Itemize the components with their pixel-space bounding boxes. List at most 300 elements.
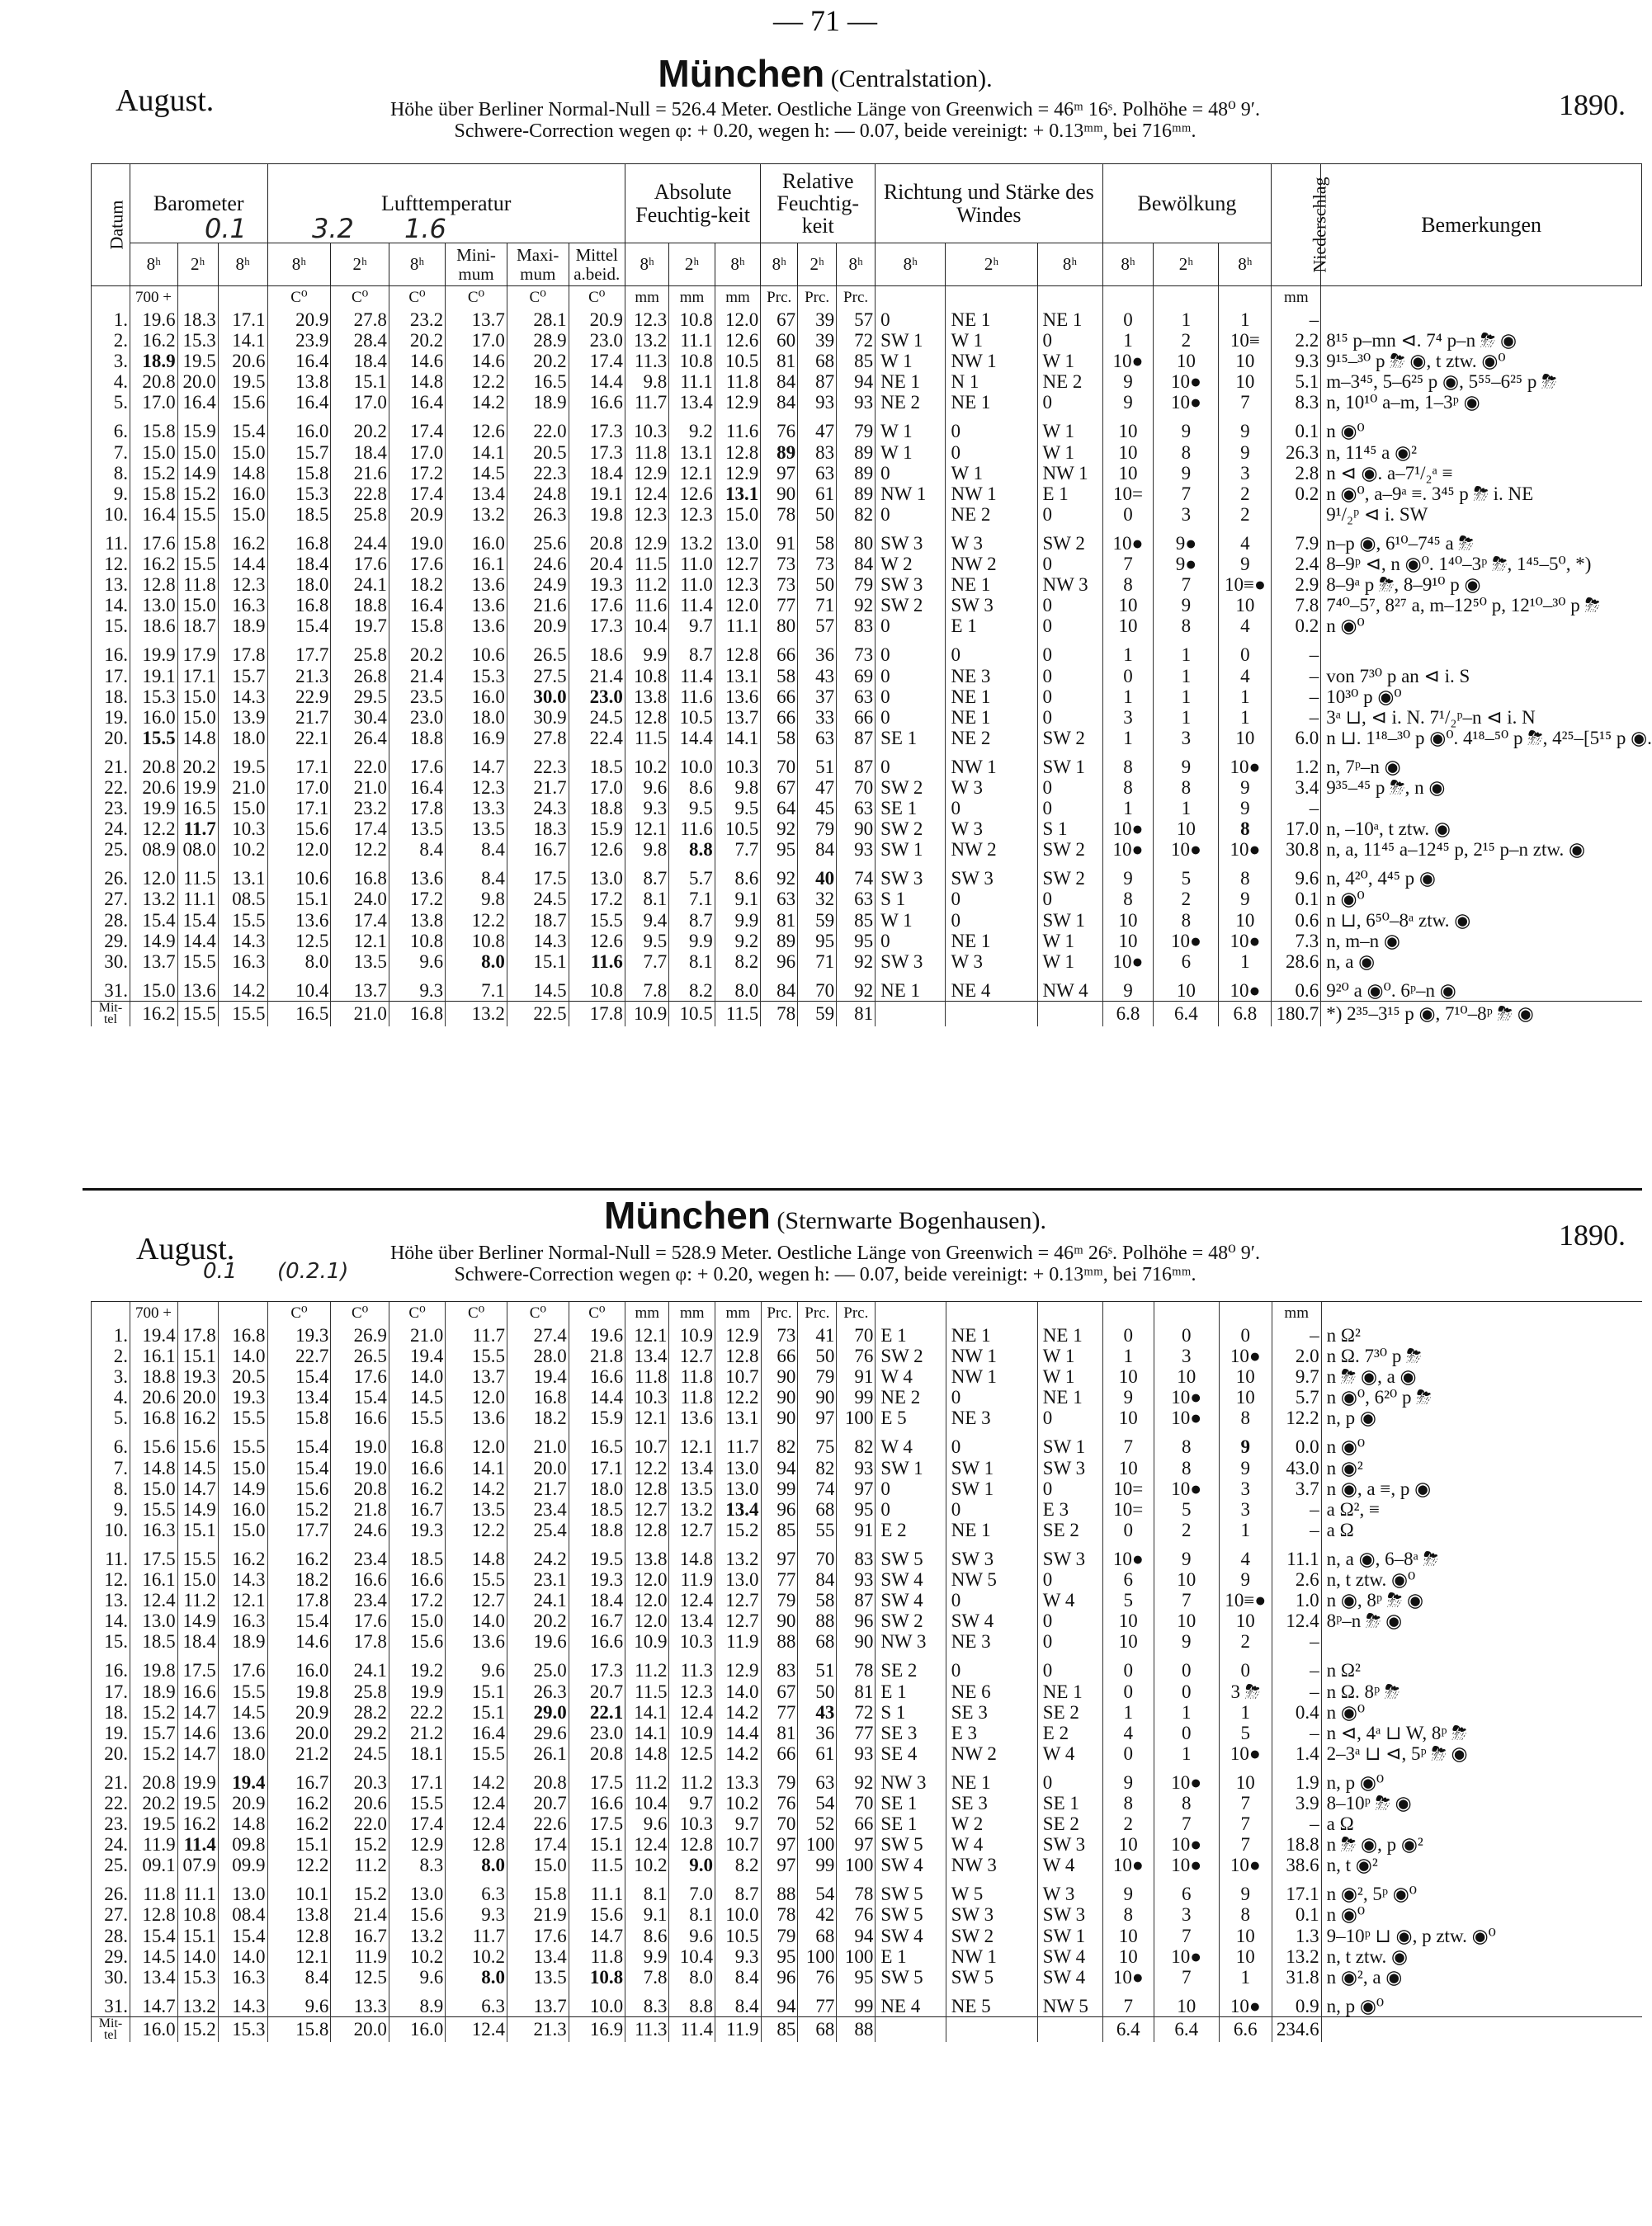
table-cell: SE 3: [946, 1702, 1037, 1723]
table-cell: 20.9: [569, 309, 625, 330]
gap-cell: [130, 1988, 177, 1996]
table-cell: 17.0: [1272, 818, 1321, 839]
table-cell: 77: [761, 1702, 798, 1723]
table-cell: 12.4: [130, 1590, 177, 1611]
table-cell: 18.0: [218, 1743, 267, 1764]
table-cell: 63: [798, 463, 837, 483]
table-cell: 79: [761, 1590, 798, 1611]
table-cell: 23.4: [507, 1499, 569, 1520]
table-cell: 0: [946, 421, 1037, 441]
table-cell: 9: [1219, 798, 1272, 818]
table-cell: n, 10¹⁰ a–m, 1–3ᵖ ◉: [1321, 392, 1642, 413]
table-cell: 9.7: [1272, 1366, 1321, 1387]
gap-cell: [130, 525, 177, 533]
gap-cell: [1272, 636, 1321, 644]
gap-cell: [130, 972, 177, 980]
table-cell: 10: [1102, 595, 1154, 615]
table-cell: 21.: [92, 1772, 130, 1793]
table-cell: 10: [1219, 1946, 1272, 1967]
gap-cell: [507, 413, 569, 421]
table-cell: NW 2: [946, 1743, 1037, 1764]
table-cell: 12.6: [446, 421, 507, 441]
table-cell: 8.1: [625, 889, 668, 909]
gap-cell: [1321, 413, 1642, 421]
table-cell: 9: [1154, 421, 1219, 441]
table-row: [92, 309, 1642, 330]
table-cell: 9: [1219, 777, 1272, 798]
subheader: 8ʰ: [625, 243, 668, 286]
table-cell: n ⊔. 1¹⁸–³⁰ p ◉⁰. 4¹⁸–⁵⁰ p ⛈, 4²⁵–[5¹⁵ p ◉.: [1321, 728, 1642, 748]
table-cell: 1: [1102, 1702, 1154, 1723]
table-cell: 7: [1102, 554, 1154, 574]
table-cell: 9: [1102, 392, 1154, 413]
table-cell: 12.: [92, 554, 130, 574]
table-cell: 22.3: [507, 757, 569, 777]
gap-cell: [837, 972, 876, 980]
gap-cell: [1272, 1875, 1321, 1884]
table-cell: 12.6: [569, 839, 625, 860]
table-cell: 20.8: [507, 1772, 569, 1793]
table-cell: 7.: [92, 1458, 130, 1478]
table-cell: 12.8: [625, 707, 668, 728]
gap-cell: [130, 1540, 177, 1549]
table-cell: 13.4: [669, 392, 715, 413]
table-cell: 14.7: [177, 1743, 218, 1764]
table-cell: 17.1: [569, 1458, 625, 1478]
table-cell: 18.8: [389, 728, 445, 748]
table-cell: NW 3: [876, 1631, 946, 1652]
table-cell: 2: [1154, 330, 1219, 351]
table-cell: 10●: [1154, 839, 1219, 860]
table-cell: 10.3: [715, 757, 761, 777]
table-cell: n ◉²: [1321, 1458, 1642, 1478]
table-cell: 12.3: [669, 1681, 715, 1702]
table-cell: 14.4: [569, 371, 625, 392]
table-row: [92, 483, 1642, 504]
table-cell: 25.8: [331, 1681, 389, 1702]
table-cell: 10.: [92, 504, 130, 525]
table-cell: SW 2: [1037, 533, 1102, 554]
table-cell: 14.0: [177, 1946, 218, 1967]
table-cell: 74: [798, 1478, 837, 1499]
table-cell: 0.1: [1272, 1904, 1321, 1925]
table-cell: 14.8: [669, 1549, 715, 1569]
table-cell: 8–10ᵖ ⛈ ◉: [1321, 1793, 1642, 1813]
table-cell: 92: [837, 951, 876, 972]
table-row: [92, 1834, 1643, 1855]
table-cell: 7.8: [625, 1967, 669, 1988]
table-cell: 18.9: [218, 1631, 267, 1652]
table-cell: 20.5: [218, 1366, 267, 1387]
handwritten-note: 3.2: [312, 213, 354, 244]
table-cell: 1.3: [1272, 1926, 1321, 1946]
table-cell: 16.0: [267, 421, 331, 441]
table-cell: 94: [837, 1926, 876, 1946]
table-cell: 15.9: [569, 1408, 625, 1428]
table-cell: NW 1: [1037, 463, 1102, 483]
table-cell: 14.2: [218, 980, 267, 1002]
table-cell: 16.3: [130, 1520, 177, 1540]
table-cell: 2.6: [1272, 1569, 1321, 1590]
table-cell: 22.4: [569, 728, 625, 748]
gap-cell: [669, 1764, 715, 1772]
table-cell: 11.1: [1272, 1549, 1321, 1569]
table-cell: 12.7: [715, 1611, 761, 1631]
table-cell: 10: [1102, 1611, 1154, 1631]
table-cell: 19.: [92, 707, 130, 728]
table-cell: 1: [1154, 707, 1219, 728]
table-cell: 89: [837, 483, 876, 504]
table-cell: 20.4: [569, 554, 625, 574]
table-cell: 17.7: [267, 644, 331, 665]
table-cell: 41: [798, 1325, 837, 1346]
gap-cell: [761, 1540, 798, 1549]
table-cell: 13.1: [715, 666, 761, 686]
table-cell: 8.1: [669, 1904, 715, 1925]
table-cell: 15.0: [218, 1520, 267, 1540]
table-cell: 16.8: [389, 1436, 445, 1457]
gap-cell: [177, 748, 218, 757]
table-cell: 19.6: [507, 1631, 569, 1652]
table-cell: 17.6: [130, 533, 177, 554]
table-cell: 15.5: [569, 910, 625, 931]
table-cell: 68: [798, 351, 837, 371]
table-cell: 10●: [1154, 392, 1219, 413]
table-cell: 8–9ᵃ p ⛈, 8–9¹⁰ p ◉: [1321, 574, 1642, 595]
table-cell: 30.4: [331, 707, 389, 728]
table-cell: 17.5: [569, 1772, 625, 1793]
table-cell: n, m–n ◉: [1321, 931, 1642, 951]
table-cell: 37: [798, 686, 837, 707]
table-cell: SW 5: [946, 1967, 1037, 1988]
table-cell: 21.3: [507, 2016, 569, 2042]
table-cell: 25.8: [331, 504, 389, 525]
table-cell: 11.8: [669, 1366, 715, 1387]
table-cell: 12.4: [446, 1793, 507, 1813]
table-body-2: [92, 1302, 1643, 2042]
table-cell: 2: [1102, 1813, 1154, 1834]
table-cell: 6.4: [1154, 2016, 1219, 2042]
gap-cell: [177, 413, 218, 421]
table-cell: 15.: [92, 1631, 130, 1652]
table-cell: W 1: [1037, 1346, 1102, 1366]
table-cell: 64: [761, 798, 798, 818]
table-cell: 9.2: [669, 421, 715, 441]
table-cell: 9²⁰ a ◉⁰. 6ᵖ–n ◉: [1321, 980, 1642, 1002]
table-cell: 14.0: [389, 1366, 445, 1387]
page-number: — 71 —: [773, 4, 877, 37]
table-cell: 18.8: [569, 798, 625, 818]
gap-cell: [1154, 1652, 1219, 1660]
table-cell: 700 +: [130, 286, 177, 310]
table-cell: W 4: [1037, 1743, 1102, 1764]
gap-cell: [446, 1988, 507, 1996]
table-cell: C⁰: [389, 286, 445, 310]
table-cell: 66: [761, 644, 798, 665]
table-cell: 88: [761, 1631, 798, 1652]
table-cell: 19.7: [331, 615, 389, 636]
table-cell: [1321, 1631, 1642, 1652]
table-cell: 5: [1219, 1723, 1272, 1743]
gap-cell: [1321, 636, 1642, 644]
table-cell: 17.1: [177, 666, 218, 686]
table-cell: 10.1: [267, 1884, 331, 1904]
table-cell: 10.9: [625, 1001, 668, 1026]
table-cell: 17.3: [569, 615, 625, 636]
table-cell: 28.2: [331, 1702, 389, 1723]
table-cell: 10.2: [218, 839, 267, 860]
row-gap: [92, 1764, 1643, 1772]
table-cell: 100: [837, 1855, 876, 1875]
table-cell: NE 1: [1037, 309, 1102, 330]
table-cell: 90: [761, 1611, 798, 1631]
table-cell: 15.4: [331, 1387, 389, 1408]
gap-cell: [761, 1875, 798, 1884]
table-cell: 15.0: [130, 1478, 177, 1499]
gap-cell: [837, 748, 876, 757]
table-cell: 21.6: [331, 463, 389, 483]
table-cell: 12.8: [267, 1926, 331, 1946]
table-cell: 58: [761, 728, 798, 748]
gap-cell: [331, 1875, 389, 1884]
gap-cell: [1321, 972, 1642, 980]
table-cell: 9.1: [715, 889, 761, 909]
handwritten-note: (0.2.1): [277, 1259, 349, 1284]
gap-cell: [446, 636, 507, 644]
gap-cell: [177, 636, 218, 644]
table-cell: 12.0: [625, 1611, 669, 1631]
table-cell: 15.5: [389, 1793, 445, 1813]
table-cell: 10: [1219, 1772, 1272, 1793]
table-cell: 10: [1154, 1366, 1219, 1387]
table-cell: 96: [761, 1967, 798, 1988]
table-cell: 8.2: [715, 1855, 761, 1875]
table-cell: –: [1272, 798, 1321, 818]
table-cell: 51: [798, 1660, 837, 1681]
table-cell: 61: [798, 483, 837, 504]
gap-cell: [715, 1875, 761, 1884]
gap-cell: [798, 1540, 837, 1549]
table-cell: 15.4: [130, 910, 177, 931]
gap-cell: [876, 413, 946, 421]
table-cell: 11.0: [669, 574, 715, 595]
table-cell: 18.9: [507, 392, 569, 413]
table-cell: 25.4: [507, 1520, 569, 1540]
table-cell: 3: [1219, 463, 1272, 483]
table-cell: n, t ztw. ◉: [1321, 1946, 1642, 1967]
table-cell: 61: [798, 1743, 837, 1764]
table-cell: n ◉⁰: [1321, 615, 1642, 636]
table-row: [92, 421, 1642, 441]
table-cell: 12.8: [130, 1904, 177, 1925]
table-cell: 17.2: [389, 889, 445, 909]
table-cell: NE 3: [946, 1631, 1037, 1652]
station-name-2: München: [604, 1194, 771, 1237]
table-cell: –: [1272, 1813, 1321, 1834]
table-row: [92, 868, 1642, 889]
table-cell: 4: [1219, 533, 1272, 554]
table-cell: 18.6: [130, 615, 177, 636]
table-cell: 95: [837, 1967, 876, 1988]
gap-cell: [507, 525, 569, 533]
table-row: [92, 1793, 1643, 1813]
gap-cell: [837, 1988, 876, 1996]
table-cell: 13.6: [446, 1408, 507, 1428]
gap-cell: [92, 1652, 130, 1660]
table-cell: 6.: [92, 421, 130, 441]
table-cell: n, p ◉⁰: [1321, 1996, 1642, 2017]
gap-cell: [267, 748, 331, 757]
table-cell: NE 1: [1037, 1387, 1102, 1408]
table-cell: 19.9: [177, 1772, 218, 1793]
table-cell: SW 5: [876, 1834, 946, 1855]
gap-cell: [798, 1764, 837, 1772]
table-cell: 16.2: [218, 533, 267, 554]
gap-cell: [715, 1988, 761, 1996]
table-cell: 08.0: [177, 839, 218, 860]
table-cell: 0: [1037, 595, 1102, 615]
table-cell: n ◉⁰, a–9ᵃ ≡. 3⁴⁵ p ⛈ i. NE: [1321, 483, 1642, 504]
table-cell: 15.4: [267, 1611, 331, 1631]
table-cell: [1219, 286, 1272, 310]
table-cell: 4: [1219, 615, 1272, 636]
table-cell: 14.0: [446, 1611, 507, 1631]
table-cell: 27.8: [331, 309, 389, 330]
table-cell: 13.8: [267, 371, 331, 392]
table-cell: 3: [1102, 707, 1154, 728]
table-cell: E 3: [1037, 1499, 1102, 1520]
table-cell: 81: [837, 1681, 876, 1702]
gap-cell: [1102, 1540, 1154, 1549]
gap-cell: [669, 860, 715, 868]
table-cell: 15.4: [130, 1926, 177, 1946]
table-cell: –: [1272, 644, 1321, 665]
mittel-row: [92, 1001, 1642, 1026]
table-cell: 95: [837, 931, 876, 951]
table-cell: 90: [761, 1408, 798, 1428]
table-cell: 21.8: [569, 1346, 625, 1366]
table-cell: 93: [798, 392, 837, 413]
table-cell: a Ω: [1321, 1520, 1642, 1540]
table-cell: 63: [837, 686, 876, 707]
table-cell: 15.3: [267, 483, 331, 504]
table-cell: 14.9: [218, 1478, 267, 1499]
table-cell: 17.0: [267, 777, 331, 798]
table-cell: 9.9: [669, 931, 715, 951]
table-cell: NW 1: [876, 483, 946, 504]
gap-cell: [507, 1988, 569, 1996]
gap-cell: [389, 748, 445, 757]
table-cell: 12.2: [267, 1855, 331, 1875]
table-cell: 14.4: [177, 931, 218, 951]
gap-cell: [446, 1540, 507, 1549]
table-cell: 0: [1219, 1660, 1272, 1681]
table-cell: 12.4: [669, 1590, 715, 1611]
table-cell: 22.0: [331, 1813, 389, 1834]
table-cell: 15.6: [389, 1904, 445, 1925]
table-cell: 14.9: [177, 1499, 218, 1520]
header-line-1a: Höhe über Berliner Normal-Null = 526.4 Meter. Oestliche Länge von Greenwich = 46ᵐ 16ˢ. Polhöhe = 48⁰ 9′.: [389, 99, 1261, 120]
table-cell: 83: [761, 1660, 798, 1681]
table-cell: 14.9: [177, 463, 218, 483]
gap-cell: [1219, 1652, 1272, 1660]
gap-cell: [669, 972, 715, 980]
table-cell: 8.0: [267, 951, 331, 972]
gap-cell: [1321, 1540, 1642, 1549]
table-cell: 16.2: [267, 1813, 331, 1834]
table-cell: 8.2: [669, 980, 715, 1002]
table-cell: 81: [761, 910, 798, 931]
table-cell: 1: [1154, 309, 1219, 330]
table-cell: 12.9: [715, 463, 761, 483]
table-cell: NE 1: [946, 1772, 1037, 1793]
gap-cell: [92, 860, 130, 868]
gap-cell: [715, 1764, 761, 1772]
table-cell: 11.5: [625, 728, 668, 748]
gap-cell: [798, 860, 837, 868]
table-cell: 0: [946, 1499, 1037, 1520]
table-cell: 234.6: [1272, 2016, 1321, 2042]
table-cell: [946, 2016, 1037, 2042]
table-cell: 6.3: [446, 1996, 507, 2017]
table-cell: 13.2: [130, 889, 177, 909]
gap-cell: [331, 860, 389, 868]
gap-cell: [946, 1428, 1037, 1436]
subheader: 8ʰ: [1219, 243, 1272, 286]
table-cell: 9: [1102, 1387, 1154, 1408]
table-cell: 90: [761, 1366, 798, 1387]
table-cell: 10: [1219, 1926, 1272, 1946]
table-cell: 58: [761, 666, 798, 686]
table-cell: 22.0: [507, 421, 569, 441]
table-cell: NE 2: [1037, 371, 1102, 392]
table-cell: W 1: [1037, 351, 1102, 371]
table-cell: W 1: [876, 910, 946, 931]
table-cell: 10●: [1102, 839, 1154, 860]
table-cell: 12.0: [267, 839, 331, 860]
table-cell: 0.1: [1272, 889, 1321, 909]
table-cell: 3.7: [1272, 1478, 1321, 1499]
table-cell: S 1: [1037, 818, 1102, 839]
table-cell: [1102, 1302, 1154, 1326]
table-cell: 1.4: [1272, 1743, 1321, 1764]
table-cell: 2: [1219, 1631, 1272, 1652]
table-cell: 24.6: [331, 1520, 389, 1540]
table-cell: 10.8: [625, 666, 668, 686]
table-cell: 16.7: [331, 1926, 389, 1946]
table-cell: 10: [1102, 1408, 1154, 1428]
table-cell: 10: [1219, 595, 1272, 615]
table-cell: [946, 286, 1037, 310]
table-cell: 6: [1154, 1884, 1219, 1904]
gap-cell: [507, 748, 569, 757]
table-cell: SE 3: [946, 1793, 1037, 1813]
table-cell: von 7³⁰ p an ⊲ i. S: [1321, 666, 1642, 686]
gap-cell: [92, 972, 130, 980]
table-cell: W 5: [946, 1884, 1037, 1904]
gap-cell: [761, 1988, 798, 1996]
table-cell: 0: [1037, 666, 1102, 686]
table-cell: 11.1: [569, 1884, 625, 1904]
table-cell: 99: [837, 1996, 876, 2017]
table-cell: 24.0: [331, 889, 389, 909]
gap-cell: [625, 1988, 669, 1996]
table-cell: 1: [1102, 728, 1154, 748]
table-cell: SW 1: [946, 1458, 1037, 1478]
table-cell: a Ω², ≡: [1321, 1499, 1642, 1520]
table-cell: 15.2: [331, 1884, 389, 1904]
table-cell: mm: [715, 286, 761, 310]
